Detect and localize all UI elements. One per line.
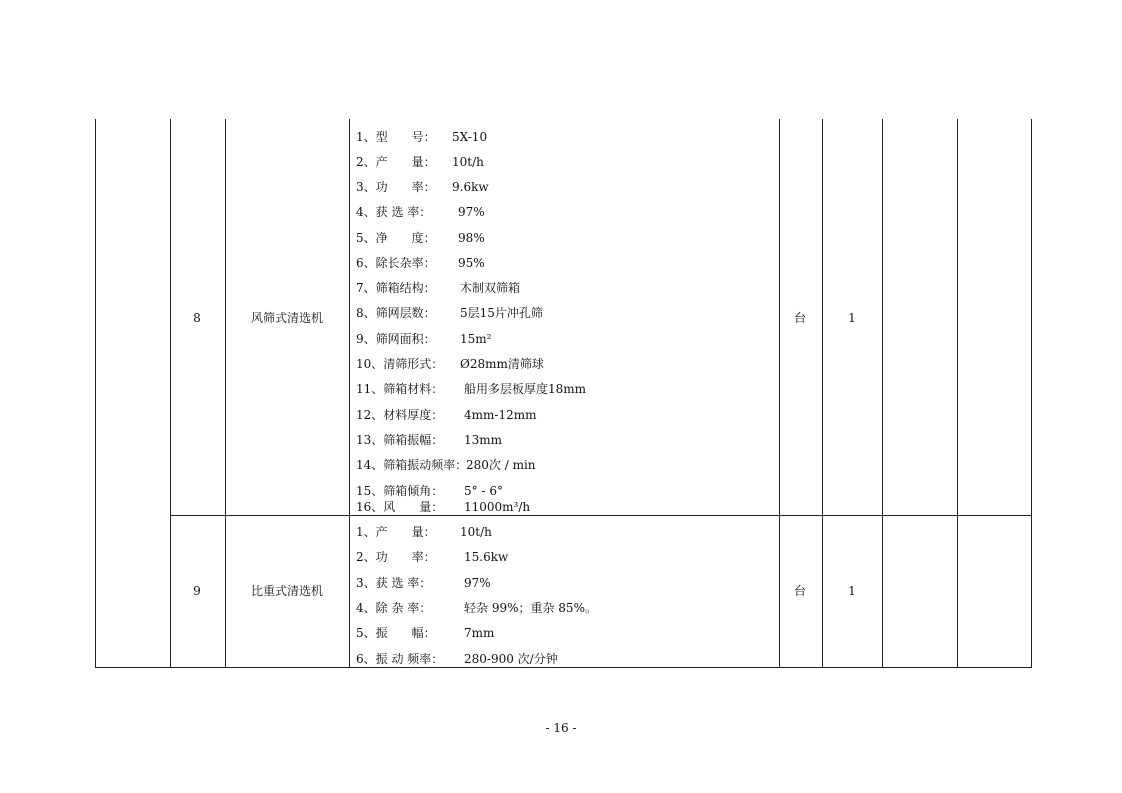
- spec-label: 3、功 率：: [356, 180, 436, 194]
- table-border-bottom: [95, 667, 1032, 668]
- unit-cell: 台: [793, 311, 807, 325]
- spec-value: 280-900 次/分钟: [464, 652, 558, 666]
- spec-value: 5层15片冲孔筛: [460, 306, 543, 320]
- spec-value: 95%: [458, 256, 485, 270]
- column-divider: [349, 119, 350, 668]
- spec-label: 2、功 率：: [356, 550, 436, 564]
- column-divider: [957, 119, 958, 668]
- spec-label: 7、筛箱结构：: [356, 281, 436, 295]
- spec-label: 1、产 量：: [356, 525, 436, 539]
- table-border-left: [95, 119, 96, 668]
- spec-label: 12、材料厚度：: [356, 408, 444, 422]
- spec-label: 8、筛网层数：: [356, 306, 436, 320]
- spec-value: 15.6kw: [464, 550, 509, 564]
- spec-label: 5、净 度：: [356, 231, 436, 245]
- row-index: 8: [193, 311, 201, 325]
- machine-name: 风筛式清选机: [250, 311, 324, 325]
- spec-value: 98%: [458, 231, 485, 245]
- spec-label: 4、除 杂 率：: [356, 601, 432, 615]
- spec-value: 11000m³/h: [464, 500, 531, 514]
- spec-value: 5° - 6°: [464, 484, 503, 498]
- column-divider: [225, 119, 226, 668]
- spec-value: 轻杂 99%；重杂 85%。: [464, 601, 597, 615]
- spec-value: 280次 / min: [466, 458, 536, 472]
- column-divider: [882, 119, 883, 668]
- quantity-cell: 1: [848, 584, 856, 598]
- spec-label: 16、风 量：: [356, 500, 444, 514]
- spec-value: 船用多层板厚度18mm: [464, 382, 587, 396]
- spec-label: 6、振 动 频率：: [356, 652, 444, 666]
- spec-label: 14、筛箱振动频率：: [356, 458, 468, 472]
- spec-value: 10t/h: [460, 525, 492, 539]
- spec-value: 7mm: [464, 626, 495, 640]
- spec-label: 11、筛箱材料：: [356, 382, 444, 396]
- spec-value: 5X-10: [452, 130, 488, 144]
- spec-label: 1、型 号：: [356, 130, 436, 144]
- spec-value: 木制双筛箱: [460, 281, 521, 295]
- table-border-right: [1031, 119, 1032, 668]
- page-number: - 16 -: [545, 721, 577, 735]
- spec-label: 3、获 选 率：: [356, 576, 432, 590]
- spec-label: 5、振 幅：: [356, 626, 436, 640]
- spec-value: 15m²: [460, 332, 492, 346]
- column-divider: [779, 119, 780, 668]
- spec-label: 6、除长杂率：: [356, 256, 436, 270]
- spec-label: 4、获 选 率：: [356, 205, 432, 219]
- spec-value: 9.6kw: [452, 180, 489, 194]
- spec-value: 10t/h: [452, 155, 484, 169]
- row-index: 9: [193, 584, 201, 598]
- column-divider: [822, 119, 823, 668]
- spec-value: Ø28mm清筛球: [460, 357, 544, 371]
- spec-label: 15、筛箱倾角：: [356, 484, 444, 498]
- unit-cell: 台: [793, 584, 807, 598]
- machine-name: 比重式清选机: [250, 584, 324, 598]
- spec-value: 4mm-12mm: [464, 408, 537, 422]
- column-divider: [170, 119, 171, 668]
- spec-label: 9、筛网面积：: [356, 332, 436, 346]
- spec-value: 97%: [464, 576, 491, 590]
- spec-label: 2、产 量：: [356, 155, 436, 169]
- spec-value: 97%: [458, 205, 485, 219]
- quantity-cell: 1: [848, 311, 856, 325]
- spec-label: 13、筛箱振幅：: [356, 433, 444, 447]
- spec-label: 10、清筛形式：: [356, 357, 444, 371]
- row-divider: [170, 515, 1032, 516]
- spec-value: 13mm: [464, 433, 503, 447]
